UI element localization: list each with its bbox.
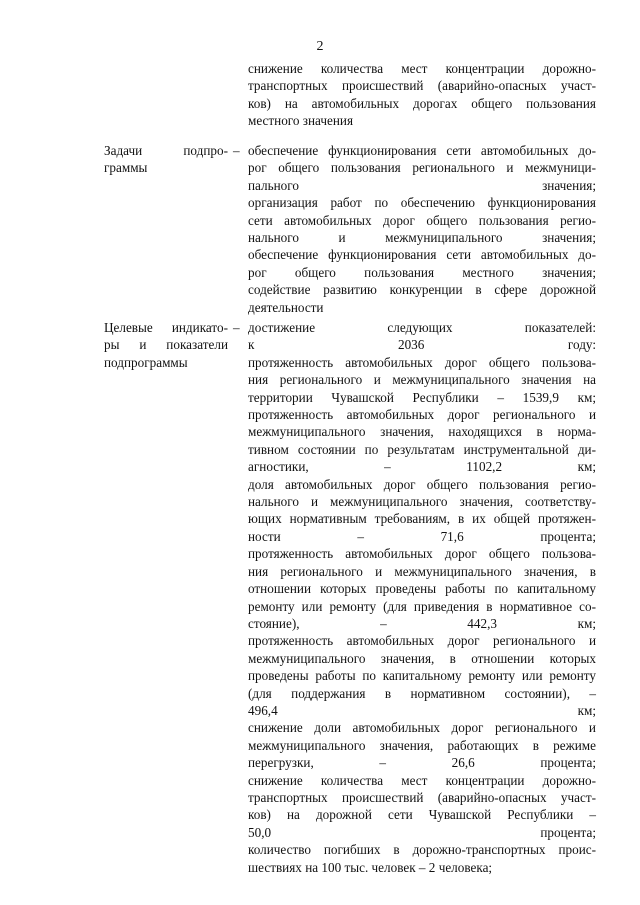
text-line: к 2036 году: bbox=[248, 337, 596, 353]
text-line: содействие развитию конкуренции в сфере дорожной bbox=[248, 282, 596, 298]
text-line: нального и межмуниципального значения, соответству- bbox=[248, 494, 596, 510]
text-line: 50,0 процента; bbox=[248, 824, 596, 840]
text-line: протяженность автомобильных дорог регионального и bbox=[248, 407, 596, 423]
label-line: ры и показатели bbox=[104, 337, 228, 353]
text-line: обеспечение функционирования сети автомобильных до- bbox=[248, 247, 596, 263]
tasks-dash: – bbox=[233, 143, 240, 158]
text-line: протяженность автомобильных дорог общего пользова- bbox=[248, 354, 596, 370]
text-line: ности – 71,6 процента; bbox=[248, 528, 596, 544]
text-line: стояние), – 442,3 км; bbox=[248, 615, 596, 631]
text-line: протяженность автомобильных дорог общего пользова- bbox=[248, 546, 596, 562]
text-line: рог общего пользования местного значения; bbox=[248, 264, 596, 280]
text-line: доля автомобильных дорог общего пользования регио- bbox=[248, 476, 596, 492]
text-line: территории Чувашской Республики – 1539,9 км; bbox=[248, 389, 596, 405]
text-line: ков) на автомобильных дорогах общего пользования bbox=[248, 95, 596, 111]
text-line: тивном состоянии по результатам инструментальной ди- bbox=[248, 441, 596, 457]
text-line: ния регионального и межмуниципального значения, в bbox=[248, 563, 596, 579]
indicators-label bbox=[104, 319, 228, 371]
text-line: протяженность автомобильных дорог регионального и bbox=[248, 633, 596, 649]
indicators-dash: – bbox=[233, 320, 240, 335]
text-line: обеспечение функционирования сети автомобильных до- bbox=[248, 143, 596, 158]
label-line: граммы bbox=[104, 160, 148, 176]
text-line: межмуниципального значения, работающих в режиме bbox=[248, 737, 596, 753]
text-line: ющих нормативным требованиям, в их общей протяжен- bbox=[248, 511, 596, 527]
text-line: нального и межмуниципального значения; bbox=[248, 230, 596, 246]
text-line: деятельности bbox=[248, 299, 324, 315]
text-line: местного значения bbox=[248, 113, 354, 129]
text-line: ния регионального и межмуниципального значения на bbox=[248, 372, 596, 388]
text-line: пального значения; bbox=[248, 177, 596, 193]
text-line: сети автомобильных дорог общего пользования регио- bbox=[248, 212, 596, 228]
indicators-text bbox=[248, 319, 596, 876]
text-line: организация работ по обеспечению функционирования bbox=[248, 195, 596, 211]
label-line: подпрограммы bbox=[104, 354, 188, 370]
text-line: агностики, – 1102,2 км; bbox=[248, 459, 596, 475]
continuation-text bbox=[248, 60, 596, 130]
text-line: снижение количества мест концентрации дорожно- bbox=[248, 61, 596, 76]
label-line: Задачи подпро- bbox=[104, 143, 228, 158]
text-line: рог общего пользования регионального и межмуници- bbox=[248, 160, 596, 176]
text-line: ремонту или ремонту (для приведения в нормативное со- bbox=[248, 598, 596, 614]
tasks-label bbox=[104, 142, 228, 177]
text-line: снижение количества мест концентрации дорожно- bbox=[248, 772, 596, 788]
text-line: транспортных происшествий (аварийно-опасных участ- bbox=[248, 789, 596, 805]
text-line: достижение следующих показателей: bbox=[248, 320, 596, 335]
text-line: перегрузки, – 26,6 процента; bbox=[248, 755, 596, 771]
text-line: (для поддержания в нормативном состоянии), – bbox=[248, 685, 596, 701]
page-number: 2 bbox=[316, 39, 324, 54]
text-line: межмуниципального значения, находящихся в норма- bbox=[248, 424, 596, 440]
text-line: межмуниципального значения, в отношении которых bbox=[248, 650, 596, 666]
text-line: ков) на дорожной сети Чувашской Республики – bbox=[248, 807, 596, 823]
text-line: транспортных происшествий (аварийно-опасных участ- bbox=[248, 78, 596, 94]
tasks-text bbox=[248, 142, 596, 316]
text-line: 496,4 км; bbox=[248, 702, 596, 718]
text-line: количество погибших в дорожно-транспортных проис- bbox=[248, 842, 596, 858]
label-line: Целевые индикато- bbox=[104, 320, 228, 335]
text-line: отношении которых проведены работы по капитальному bbox=[248, 581, 596, 597]
text-line: шествиях на 100 тыс. человек – 2 человека; bbox=[248, 859, 493, 875]
text-line: снижение доли автомобильных дорог регионального и bbox=[248, 720, 596, 736]
text-line: проведены работы по капитальному ремонту или ремонту bbox=[248, 668, 596, 684]
